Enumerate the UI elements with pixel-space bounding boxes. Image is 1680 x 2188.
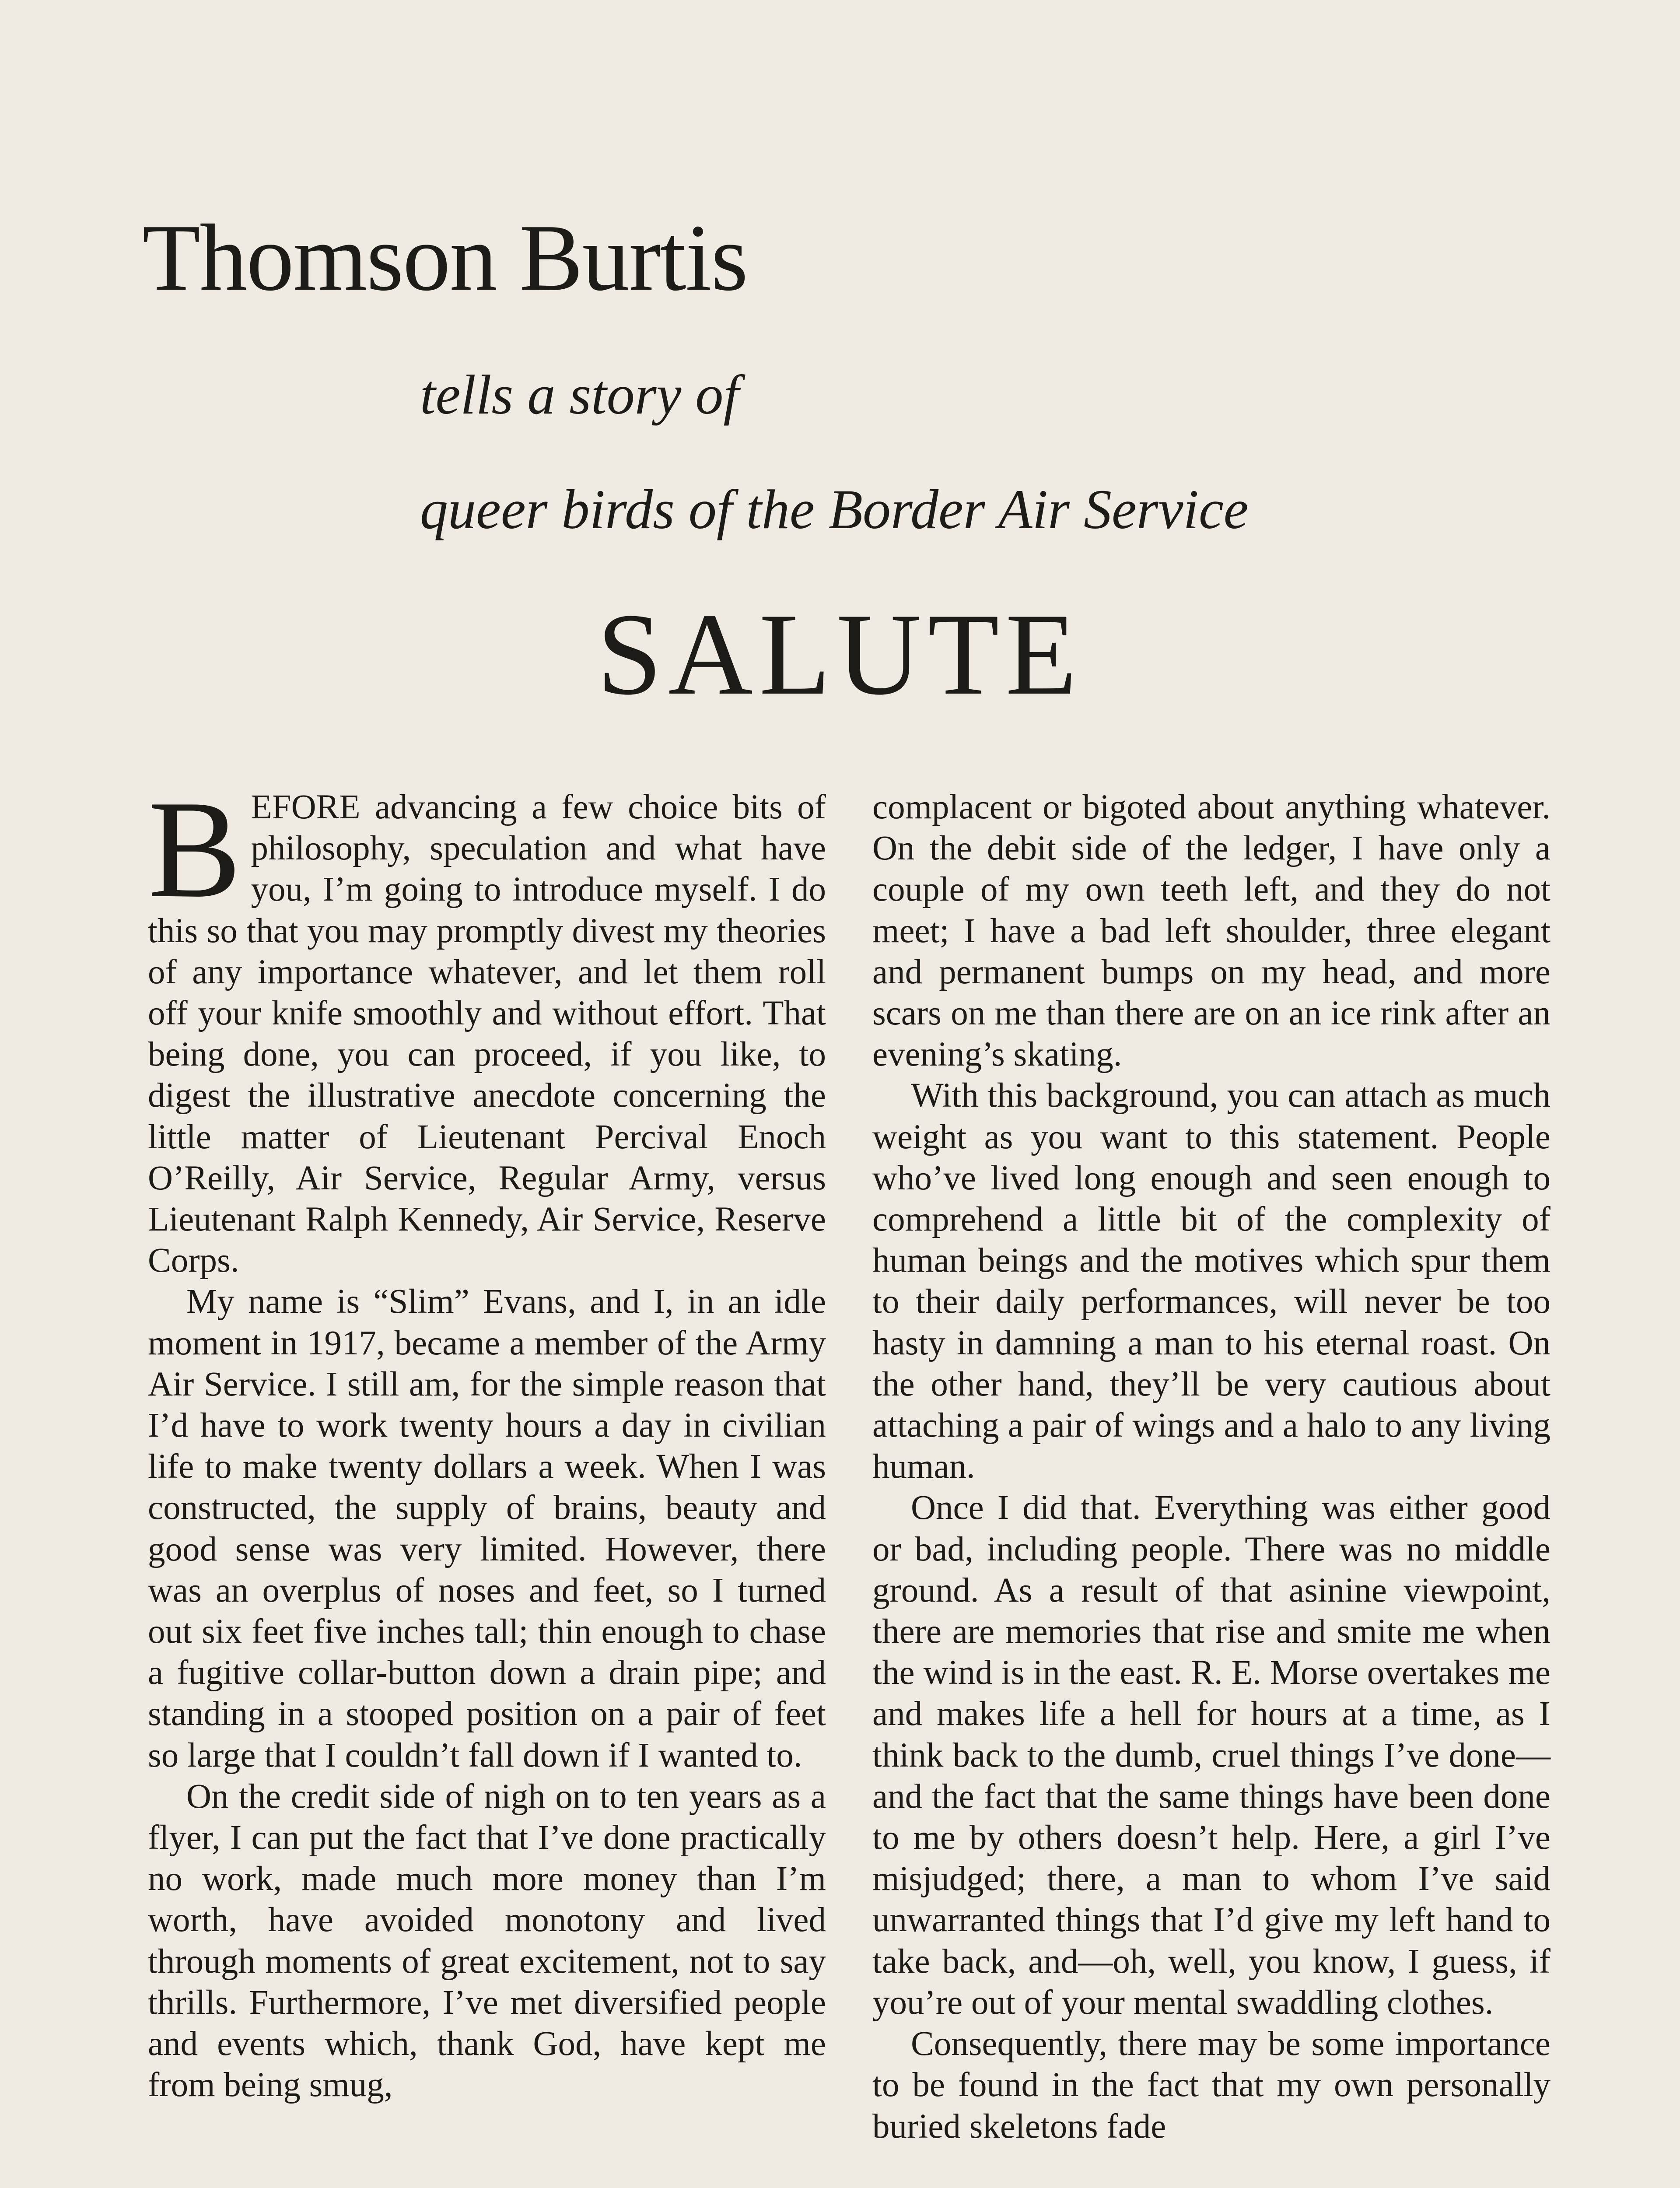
paragraph-1-text: EFORE advancing a few choice bits of philosophy, speculation and what have you, I’m going to introduce myself. I do this so that you may promptly divest my theories of any importance whatever, and let them roll off your knife smoothly and without effort. That being done, you can proceed, if you like, to digest the illustrative anecdote concerning the little matter of Lieutenant Percival Enoch O’Reilly, Air Service, Regular Army, versus Lieutenant Ralph Kennedy, Air Service, Reserve Corps. [148,788,826,1280]
paragraph-6: Consequently, there may be some importance to be found in the fact that my own personally buried skeletons fade [872,2025,1550,2146]
tagline-line-2: queer birds of the Border Air Service [420,478,1249,540]
paragraph-5: Once I did that. Everything was either good or bad, including people. There was no middle ground. As a result of that asinine viewpoint, there are memories that rise and smite me when the wind is in the east. R. E. Morse overtakes me and makes life a hell for hours at a time, as I think back to the dumb, cruel things I’ve done—and the fact that the same things have been done to me by others doesn’t help. Here, a girl I’ve misjudged; there, a man to whom I’ve said unwarranted things that I’d give my left hand to take back, and—oh, well, you know, I guess, if you’re out of your mental swaddling clothes. [872,1489,1550,2022]
left-column [148,772,826,2188]
drop-cap: B [148,772,242,927]
paragraph-4: With this background, you can attach as much weight as you want to this statement. People who’ve lived long enough and seen enough to comprehend a little bit of the complexity of human beings and the motives which spur them to their daily performances, will never be too hasty in damning a man to his eternal roast. On the other hand, they’ll be very cautious about attaching a pair of wings and a halo to any living human. [872,1076,1550,1486]
right-column [872,787,1550,2188]
tagline-line-1: tells a story of [420,364,739,426]
paragraph-2: My name is “Slim” Evans, and I, in an idle moment in 1917, became a member of the Army Air Service. I still am, for the simple reason that I’d have to work twenty hours a day in civilian life to make twenty dollars a week. When I was constructed, the supply of brains, beauty and good sense was very limited. However, there was an overplus of noses and feet, so I turned out six feet five inches tall; thin enough to chase a fugitive collar-button down a drain pipe; and standing in a stooped position on a pair of feet so large that I couldn’t fall down if I wanted to. [148,1283,826,1774]
author-name: Thomson Burtis [142,205,748,311]
story-title: SALUTE [597,589,1083,719]
paragraph-3: On the credit side of nigh on to ten years as a flyer, I can put the fact that I’ve done practically no work, made much more money than I’m worth, have avoided monotony and lived through moments of great excitement, not to say thrills. Furthermore, I’ve met diversified people and events which, thank God, have kept me from being smug, [148,1777,826,2104]
paragraph-3-continued: complacent or bigoted about anything whatever. On the debit side of the ledger, I have only a couple of my own teeth left, and they do not meet; I have a bad left shoulder, three elegant and permanent bumps on my head, and more scars on me than there are on an ice rink after an evening’s skating. [872,788,1550,1074]
paragraph-1 [148,772,826,1281]
